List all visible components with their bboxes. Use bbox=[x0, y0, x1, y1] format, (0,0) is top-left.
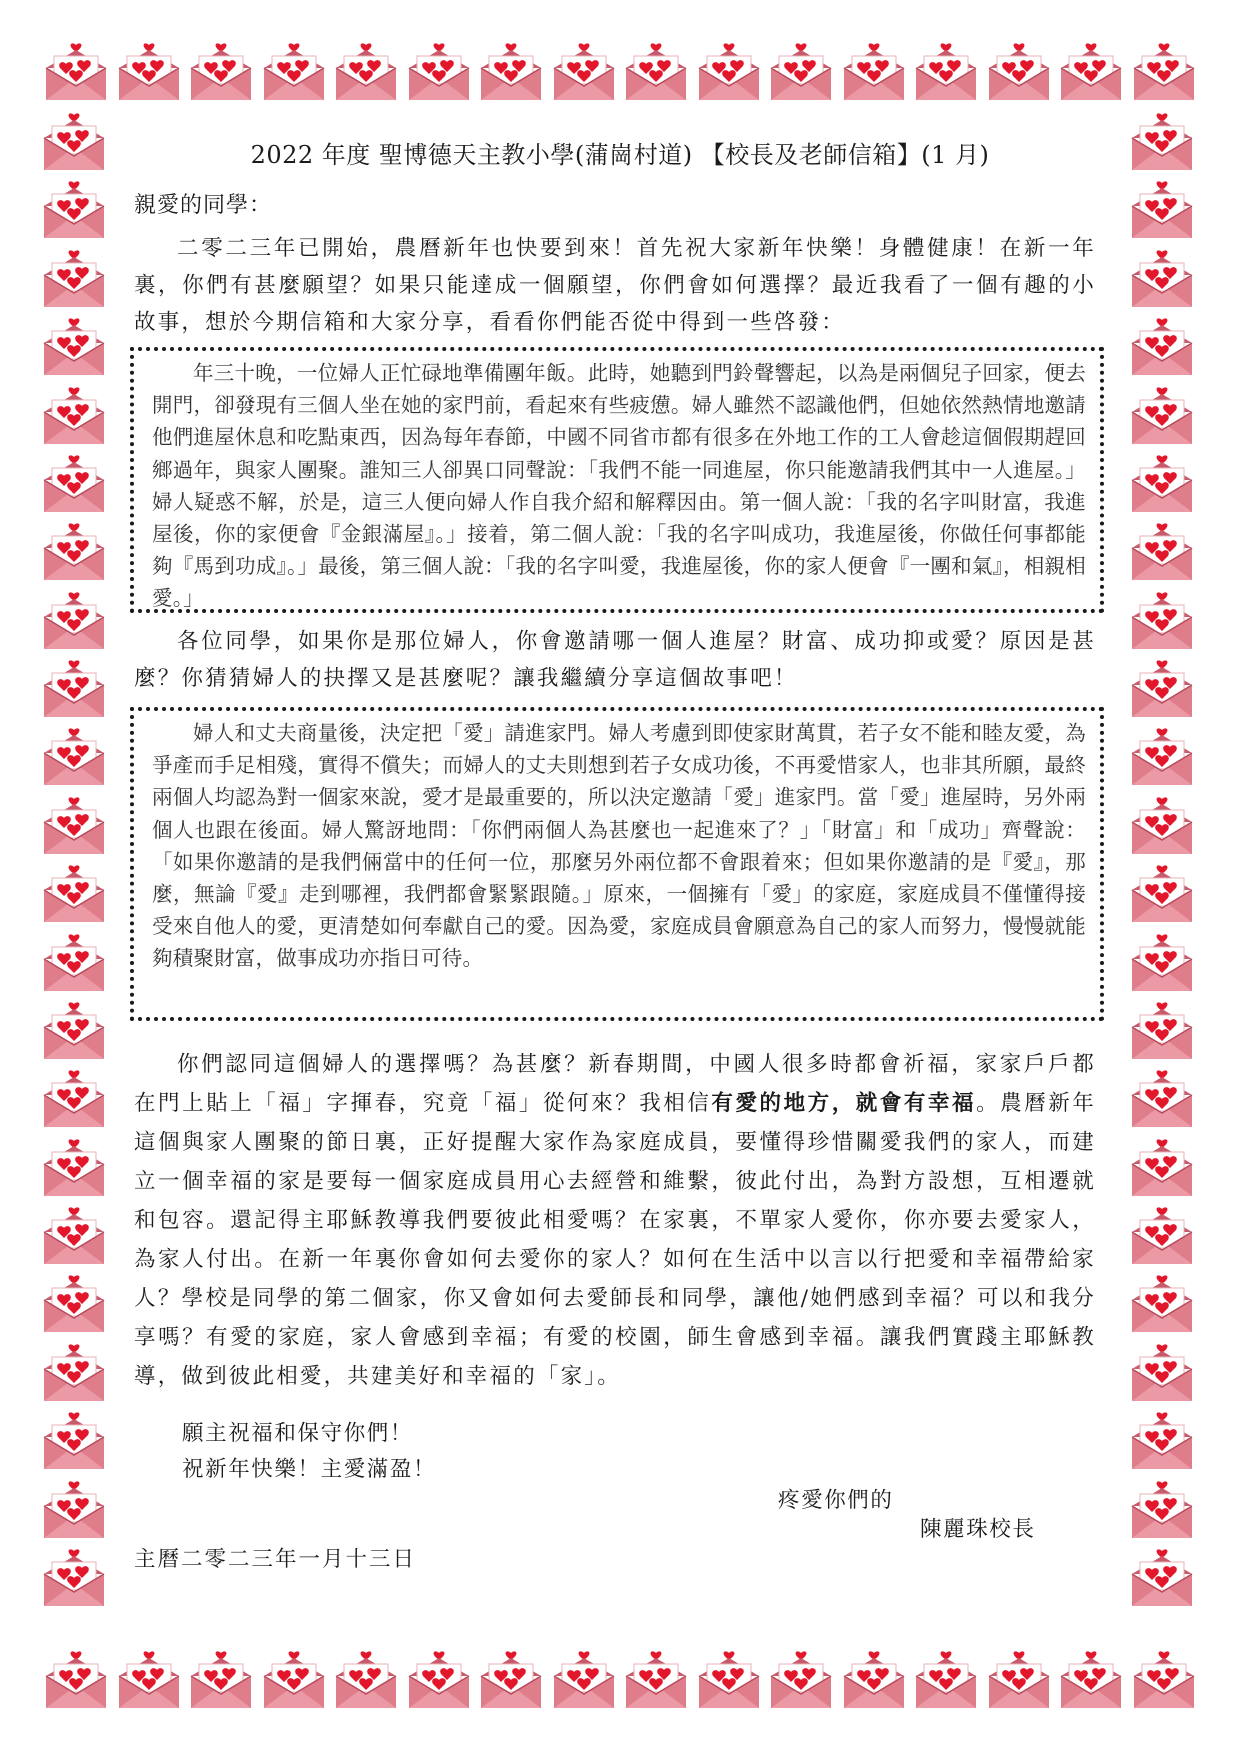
love-envelope-icon bbox=[475, 42, 547, 102]
signature-name: 陳麗珠校長 bbox=[920, 1517, 1036, 1542]
love-envelope-icon bbox=[1055, 1650, 1127, 1710]
love-envelope-icon bbox=[258, 42, 330, 102]
love-envelope-icon bbox=[38, 1548, 110, 1608]
love-envelope-icon bbox=[1126, 249, 1198, 309]
love-envelope-icon bbox=[38, 112, 110, 172]
decorative-border-left bbox=[38, 112, 110, 1608]
love-envelope-icon bbox=[1126, 933, 1198, 993]
love-envelope-icon bbox=[1126, 1001, 1198, 1061]
love-envelope-icon bbox=[38, 1274, 110, 1334]
love-envelope-icon bbox=[38, 659, 110, 719]
paragraph-reflection bbox=[134, 1045, 1096, 1396]
love-envelope-icon bbox=[38, 591, 110, 651]
love-envelope-icon bbox=[1126, 522, 1198, 582]
signature-closing: 疼愛你們的 bbox=[778, 1488, 894, 1513]
love-envelope-icon bbox=[1126, 317, 1198, 377]
story-text-part-2: 婦人和丈夫商量後，決定把「愛」請進家門。婦人考慮到即使家財萬貫，若子女不能和睦友愛，為爭產而手足相殘，實得不償失；而婦人的丈夫則想到若子女成功後，不再愛惜家人，也非其所願，最終兩個人均認為對一個家來說，愛才是最重要的，所以決定邀請「愛」進家門。當「愛」進屋時，另外兩個人也跟在後面。婦人驚訝地問：「你們兩個人為甚麼也一起進來了？」「財富」和「成功」齊聲說：「如果你邀請的是我們倆當中的任何一位，那麼另外兩位都不會跟着來；但如果你邀請的是『愛』，那麼，無論『愛』走到哪裡，我們都會緊緊跟隨。」原來，一個擁有「愛」的家庭，家庭成員不僅懂得接受來自他人的愛，更清楚如何奉獻自己的愛。因為愛，家庭成員會願意為自己的家人而努力，慢慢就能夠積聚財富，做事成功亦指日可待。 bbox=[152, 721, 1086, 971]
love-envelope-icon bbox=[38, 864, 110, 924]
love-envelope-icon bbox=[38, 796, 110, 856]
love-envelope-icon bbox=[113, 1650, 185, 1710]
love-envelope-icon bbox=[40, 1650, 112, 1710]
love-envelope-icon bbox=[1126, 1548, 1198, 1608]
love-envelope-icon bbox=[693, 1650, 765, 1710]
love-envelope-icon bbox=[910, 42, 982, 102]
love-envelope-icon bbox=[1126, 591, 1198, 651]
love-envelope-icon bbox=[548, 42, 620, 102]
letter-date: 主曆二零二三年一月十三日 bbox=[134, 1547, 417, 1572]
love-envelope-icon bbox=[1126, 1343, 1198, 1403]
love-envelope-icon bbox=[38, 1480, 110, 1540]
story-text-part-1: 年三十晚，一位婦人正忙碌地準備團年飯。此時，她聽到門鈴聲響起，以為是兩個兒子回家，便去開門，卻發現有三個人坐在她的家門前，看起來有些疲憊。婦人雖然不認識他們，但她依然熱情地邀請他們進屋休息和吃點東西，因為每年春節，中國不同省市都有很多在外地工作的工人會趁這個假期趕回鄉過年，與家人團聚。誰知三人卻異口同聲說：「我們不能一同進屋，你只能邀請我們其中一人進屋。」婦人疑惑不解，於是，這三人便向婦人作自我介紹和解釋因由。第一個人說：「我的名字叫財富，我進屋後，你的家便會『金銀滿屋』。」接着，第二個人說：「我的名字叫成功，我進屋後，你做任何事都能夠『馬到功成』。」最後，第三個人說：「我的名字叫愛，我進屋後，你的家人便會『一團和氣』，相親相愛。」 bbox=[152, 361, 1086, 611]
love-envelope-icon bbox=[1126, 864, 1198, 924]
love-envelope-icon bbox=[1126, 112, 1198, 172]
love-envelope-icon bbox=[403, 1650, 475, 1710]
love-envelope-icon bbox=[113, 42, 185, 102]
love-envelope-icon bbox=[38, 522, 110, 582]
love-envelope-icon bbox=[258, 1650, 330, 1710]
love-envelope-icon bbox=[1126, 386, 1198, 446]
blessings bbox=[182, 1416, 1096, 1488]
love-envelope-icon bbox=[838, 1650, 910, 1710]
love-envelope-icon bbox=[765, 1650, 837, 1710]
love-envelope-icon bbox=[693, 42, 765, 102]
love-envelope-icon bbox=[1126, 1138, 1198, 1198]
love-envelope-icon bbox=[185, 1650, 257, 1710]
paragraph-question: 各位同學，如果你是那位婦人，你會邀請哪一個人進屋？財富、成功抑或愛？原因是甚麼？你猜猜婦人的抉擇又是甚麼呢？讓我繼續分享這個故事吧！ bbox=[134, 629, 1096, 691]
love-envelope-icon bbox=[185, 42, 257, 102]
reflection-text-start: 你們認同這個婦人的選擇嗎？為甚麼？新春期間，中國人很多時都會祈福，家家戶戶都在門上貼上「福」字揮春，究竟「福」從何來？我相信 bbox=[134, 1052, 1096, 1116]
love-envelope-icon bbox=[1126, 1411, 1198, 1471]
love-envelope-icon bbox=[330, 42, 402, 102]
love-envelope-icon bbox=[330, 1650, 402, 1710]
letter-body bbox=[134, 188, 1096, 1488]
love-envelope-icon bbox=[38, 1001, 110, 1061]
love-envelope-icon bbox=[910, 1650, 982, 1710]
love-envelope-icon bbox=[38, 454, 110, 514]
love-envelope-icon bbox=[620, 42, 692, 102]
decorative-border-top bbox=[40, 42, 1200, 102]
love-envelope-icon bbox=[1128, 1650, 1200, 1710]
blessing-line-1: 願主祝福和保守你們！ bbox=[182, 1421, 414, 1446]
love-envelope-icon bbox=[38, 1411, 110, 1471]
love-envelope-icon bbox=[1055, 42, 1127, 102]
love-envelope-icon bbox=[548, 1650, 620, 1710]
story-box-part-2 bbox=[130, 707, 1104, 1021]
decorative-border-right bbox=[1126, 112, 1198, 1608]
love-envelope-icon bbox=[1126, 1274, 1198, 1334]
love-envelope-icon bbox=[38, 727, 110, 787]
greeting: 親愛的同學： bbox=[134, 193, 273, 218]
love-envelope-icon bbox=[38, 1138, 110, 1198]
story-box-part-1 bbox=[130, 347, 1104, 613]
love-envelope-icon bbox=[475, 1650, 547, 1710]
love-envelope-icon bbox=[38, 317, 110, 377]
love-envelope-icon bbox=[38, 1343, 110, 1403]
love-envelope-icon bbox=[1126, 727, 1198, 787]
blessing-line-2: 祝新年快樂！主愛滿盈！ bbox=[182, 1457, 437, 1482]
love-envelope-icon bbox=[40, 42, 112, 102]
love-envelope-icon bbox=[983, 42, 1055, 102]
love-envelope-icon bbox=[38, 180, 110, 240]
paragraph-intro: 二零二三年已開始，農曆新年也快要到來！首先祝大家新年快樂！身體健康！在新一年裏，你們有甚麼願望？如果只能達成一個願望，你們會如何選擇？最近我看了一個有趣的小故事，想於今期信箱和大家分享，看看你們能否從中得到一些啓發： bbox=[134, 236, 1096, 335]
love-envelope-icon bbox=[38, 1069, 110, 1129]
love-envelope-icon bbox=[38, 933, 110, 993]
love-envelope-icon bbox=[1126, 1069, 1198, 1129]
love-envelope-icon bbox=[1128, 42, 1200, 102]
love-envelope-icon bbox=[1126, 180, 1198, 240]
love-envelope-icon bbox=[1126, 796, 1198, 856]
love-envelope-icon bbox=[403, 42, 475, 102]
love-envelope-icon bbox=[838, 42, 910, 102]
love-envelope-icon bbox=[620, 1650, 692, 1710]
love-envelope-icon bbox=[1126, 1206, 1198, 1266]
love-envelope-icon bbox=[765, 42, 837, 102]
decorative-border-bottom bbox=[40, 1650, 1200, 1710]
page-title: 2022 年度 聖博德天主教小學(蒲崗村道) 【校長及老師信箱】(1 月) bbox=[250, 141, 990, 169]
reflection-text-end: 。農曆新年這個與家人團聚的節日裏，正好提醒大家作為家庭成員，要懂得珍惜關愛我們的家人，而建立一個幸福的家是要每一個家庭成員用心去經營和維繫，彼此付出，為對方設想，互相遷就和包容。還記得主耶穌教導我們要彼此相愛嗎？在家裏，不單家人愛你，你亦要去愛家人，為家人付出。在新一年裏你會如何去愛你的家人？如何在生活中以言以行把愛和幸福帶給家人？學校是同學的第二個家，你又會如何去愛師長和同學，讓他/她們感到幸福？可以和我分享嗎？有愛的家庭，家人會感到幸福；有愛的校園，師生會感到幸福。讓我們實踐主耶穌教導，做到彼此相愛，共建美好和幸福的「家」。 bbox=[134, 1091, 1096, 1389]
love-envelope-icon bbox=[38, 386, 110, 446]
love-envelope-icon bbox=[1126, 659, 1198, 719]
love-envelope-icon bbox=[38, 249, 110, 309]
love-envelope-icon bbox=[983, 1650, 1055, 1710]
highlight-text: 有愛的地方，就會有幸福 bbox=[711, 1091, 977, 1116]
love-envelope-icon bbox=[1126, 1480, 1198, 1540]
love-envelope-icon bbox=[38, 1206, 110, 1266]
love-envelope-icon bbox=[1126, 454, 1198, 514]
